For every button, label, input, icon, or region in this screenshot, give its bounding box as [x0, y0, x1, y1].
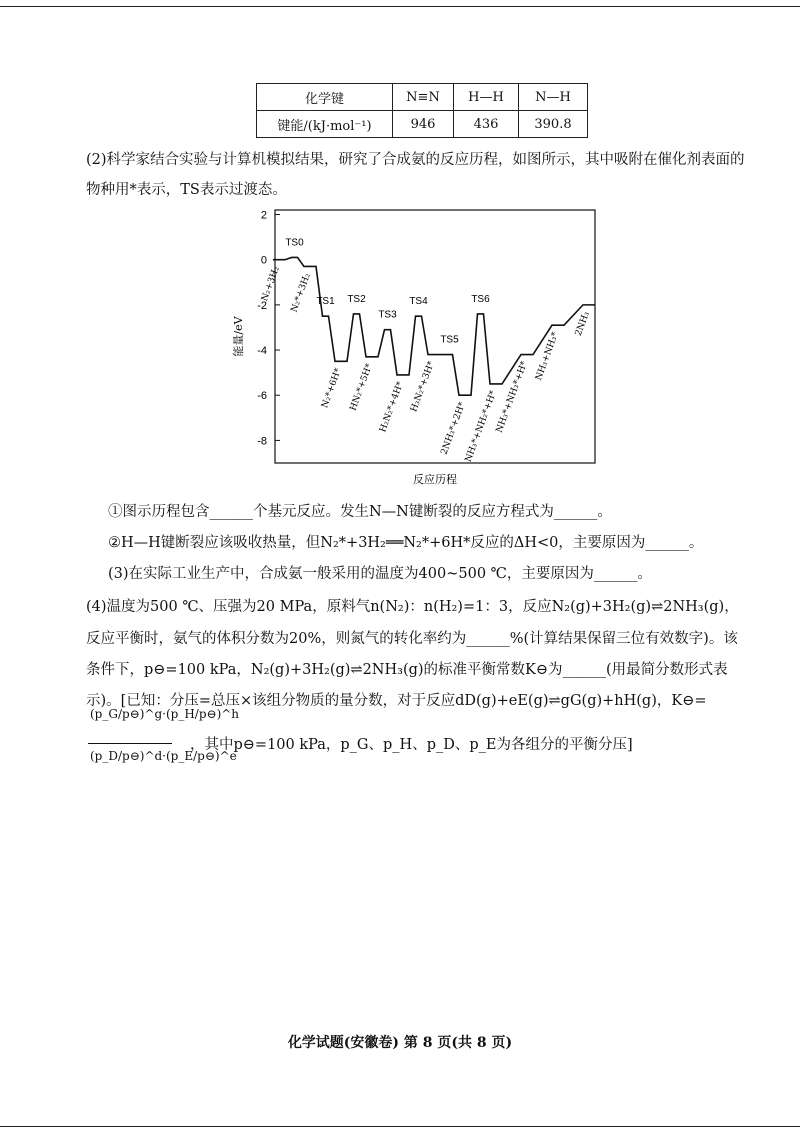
state-label: NH₃*+NH₃*+H* [494, 360, 530, 435]
question-2-intro-line1: (2)科学家结合实验与计算机模拟结果，研究了合成氨的反应历程，如图所示，其中吸附在催化剂表面的 [86, 152, 745, 168]
fraction-numerator: (p_G/p⊖)^g·(p_H/p⊖)^h [90, 707, 240, 721]
table-cell: 键能/(kJ·mol⁻¹) [257, 111, 393, 138]
transition-state-label: TS4 [409, 296, 428, 308]
question-4-line4: 示)。[已知：分压=总压×该组分物质的量分数，对于反应dD(g)+eE(g)⇌gG(g)+hH(g)，K⊖= [86, 693, 707, 709]
top-border-line [0, 6, 800, 7]
state-label: N₂+3H₂ [260, 265, 282, 303]
state-label: NH₃*+NH₂*+H* [463, 389, 499, 464]
table-row [257, 84, 588, 111]
state-label: N₂*+3H₂ [289, 272, 313, 314]
state-label: H₃N₂*+3H* [409, 360, 437, 414]
question-sub-2: ②H—H键断裂应该吸收热量，但N₂*+3H₂══N₂*+6H*反应的ΔH<0，主要原因为______。 [108, 535, 704, 551]
state-label: N₂*+6H* [320, 366, 344, 410]
page-footer: 化学试题(安徽卷) 第 8 页(共 8 页) [287, 1035, 513, 1051]
y-axis-label: 能量/eV [232, 316, 245, 357]
y-tick-label: -8 [257, 435, 267, 448]
energy-profile-line [273, 257, 595, 395]
transition-state-label: TS2 [347, 293, 366, 305]
question-2-intro-line2: 物种用*表示，TS表示过渡态。 [86, 182, 287, 198]
fraction-bar [88, 743, 172, 744]
question-3: (3)在实际工业生产中，合成氨一般采用的温度为400~500 ℃，主要原因为______。 [108, 566, 652, 582]
transition-state-label: TS1 [316, 296, 335, 308]
transition-state-label: TS5 [440, 334, 459, 346]
bond-energy-table [256, 83, 588, 138]
table-cell: 436 [454, 111, 519, 138]
plot-frame [275, 210, 595, 463]
y-tick-label: -4 [257, 345, 267, 358]
state-label: H₂N₂*+4H* [378, 380, 406, 434]
transition-state-label: TS6 [471, 293, 490, 305]
table-cell: 946 [393, 111, 454, 138]
state-label: 2NH₃*+2H* [439, 400, 468, 457]
table-cell: 化学键 [257, 84, 393, 111]
question-4-line1: (4)温度为500 ℃、压强为20 MPa，原料气n(N₂)：n(H₂)=1：3，反应N₂(g)+3H₂(g)⇌2NH₃(g)， [86, 599, 739, 615]
table-cell: N—H [519, 84, 588, 111]
equilibrium-constant-fraction [86, 705, 240, 785]
state-label: HN₂*+5H* [348, 362, 375, 413]
energy-profile-chart [230, 205, 610, 495]
state-label: NH₃+NH₃* [534, 330, 561, 382]
y-tick-label: -6 [257, 390, 267, 403]
table-row [257, 111, 588, 138]
table-cell: 390.8 [519, 111, 588, 138]
table-cell: N≡N [393, 84, 454, 111]
question-4-line5: ，其中p⊖=100 kPa，p_G、p_H、p_D、p_E为各组分的平衡分压] [190, 737, 633, 753]
transition-state-label: TS3 [378, 309, 397, 321]
table-cell: H—H [454, 84, 519, 111]
question-sub-1: ①图示历程包含______个基元反应。发生N—N键断裂的反应方程式为______。 [108, 504, 612, 520]
transition-state-label: TS0 [285, 237, 304, 249]
y-tick-label: 0 [260, 254, 267, 267]
question-4-line2: 反应平衡时，氨气的体积分数为20%，则氮气的转化率约为______%(计算结果保留三位有效数字)。该 [86, 631, 738, 647]
y-tick-label: -2 [257, 299, 267, 312]
question-4-line3: 条件下，p⊖=100 kPa，N₂(g)+3H₂(g)⇌2NH₃(g)的标准平衡常数K⊖为______(用最简分数形式表 [86, 662, 728, 678]
state-label: 2NH₃ [573, 310, 592, 338]
bottom-border-line [0, 1126, 800, 1127]
x-axis-label: 反应历程 [413, 473, 457, 486]
fraction-denominator: (p_D/p⊖)^d·(p_E/p⊖)^e [90, 749, 237, 763]
y-tick-label: 2 [260, 209, 267, 222]
